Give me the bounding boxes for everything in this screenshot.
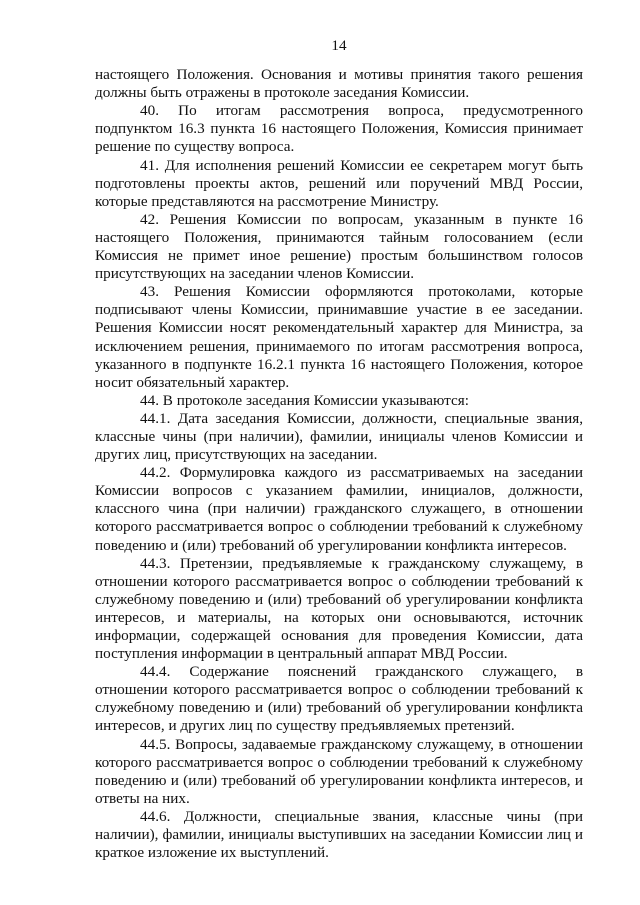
document-page — [95, 37, 583, 862]
paragraph-43: 43. Решения Комиссии оформляются протоколами, которые подписывают члены Комиссии, принимавшие участие в ее заседании. Решения Комиссии носят рекомендательный характер для Министра, за исключением решения, принимаемого по итогам рассмотрения вопроса, указанного в подпункте 16.2.1 пункта 16 настоящего Положения, которое носит обязательный характер. — [95, 283, 583, 391]
paragraph-44-2: 44.2. Формулировка каждого из рассматриваемых на заседании Комиссии вопросов с указанием фамилии, инициалов, должности, классного чина (при наличии) гражданского служащего, в отношении которого рассматривается вопрос о соблюдении требований к служебному поведению и (или) требований об урегулировании конфликта интересов. — [95, 464, 583, 554]
paragraph-44-1: 44.1. Дата заседания Комиссии, должности, специальные звания, классные чины (при наличии), фамилии, инициалы членов Комиссии и других лиц, присутствующих на заседании. — [95, 409, 583, 464]
paragraph-41: 41. Для исполнения решений Комиссии ее секретарем могут быть подготовлены проекты актов, решений или поручений МВД России, которые представляются на рассмотрение Министру. — [95, 156, 583, 210]
paragraph-44: 44. В протоколе заседания Комиссии указываются: — [140, 391, 469, 409]
paragraph-44-4: 44.4. Содержание пояснений гражданского служащего, в отношении которого рассматривается вопрос о соблюдении требований к служебному поведению и (или) требований об урегулировании конфликта интересов, и других лиц по существу предъявляемых претензий. — [95, 663, 583, 735]
paragraph-40: 40. По итогам рассмотрения вопроса, предусмотренного подпунктом 16.3 пункта 16 настоящего Положения, Комиссия принимает решение по существу вопроса. — [95, 102, 583, 156]
paragraph-44-3: 44.3. Претензии, предъявляемые к гражданскому служащему, в отношении которого рассматривается вопрос о соблюдении требований к служебному поведению и (или) требований об урегулировании конфликта интересов, и материалы, на которых они основываются, источник информации, содержащей основания для проведения Комиссии, дата поступления информации в центральный аппарат МВД России. — [95, 554, 583, 663]
paragraph-44-5: 44.5. Вопросы, задаваемые гражданскому служащему, в отношении которого рассматривается вопрос о соблюдении требований к служебному поведению и (или) требований об урегулировании конфликта интересов, и ответы на них. — [95, 735, 583, 807]
paragraph-42: 42. Решения Комиссии по вопросам, указанным в пункте 16 настоящего Положения, принимаются тайным голосованием (если Комиссия не примет иное решение) простым большинством голосов присутствующих на заседании членов Комиссии. — [95, 210, 583, 283]
paragraph-44-6: 44.6. Должности, специальные звания, классные чины (при наличии), фамилии, инициалы выступивших на заседании Комиссии лиц и краткое изложение их выступлений. — [95, 807, 583, 862]
paragraph-continuation: настоящего Положения. Основания и мотивы принятия такого решения должны быть отражены в протоколе заседания Комиссии. — [95, 66, 583, 102]
page-number: 14 — [331, 37, 347, 54]
